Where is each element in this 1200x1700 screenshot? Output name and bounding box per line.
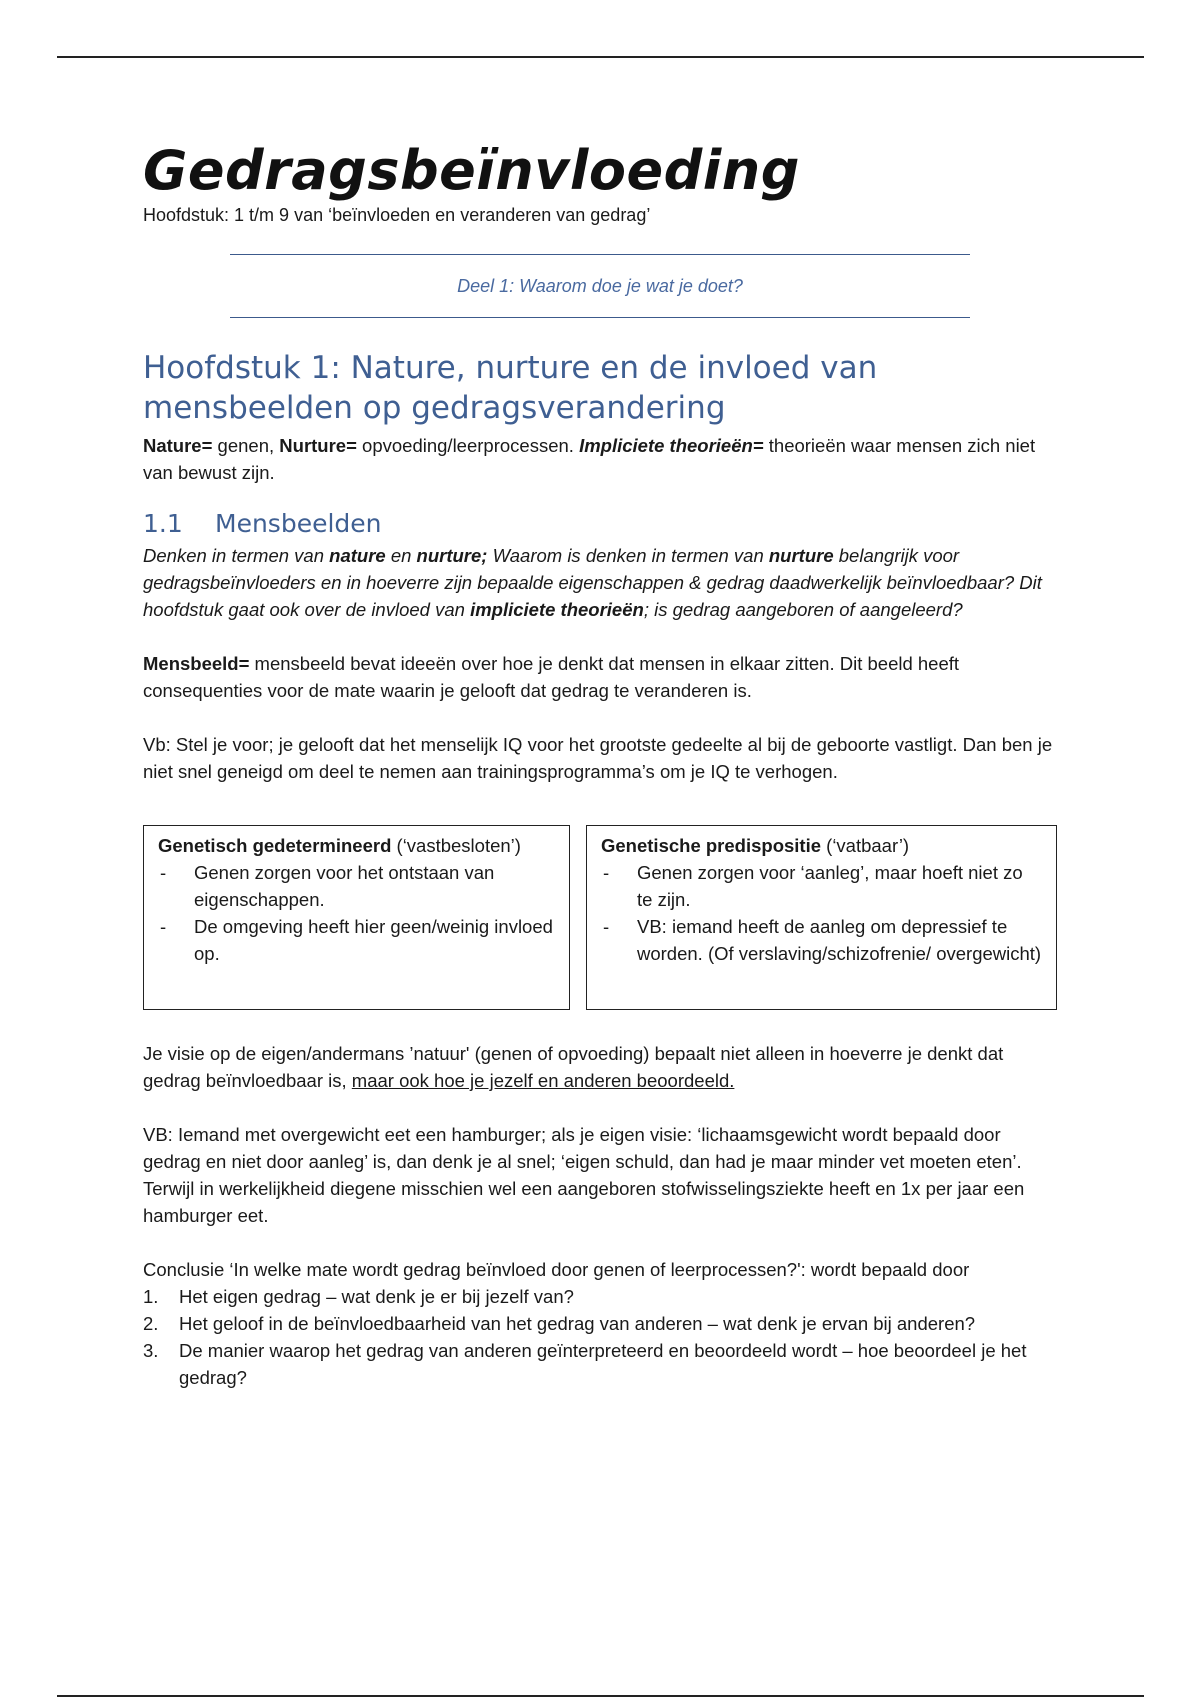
chapter-intro: Nature= genen, Nurture= opvoeding/leerprocessen. Impliciete theorieën= theorieën waar mensen zich niet van bewust zijn. bbox=[143, 435, 1036, 483]
section-number: 1.1 bbox=[143, 509, 183, 538]
list-item: - De omgeving heeft hier geen/weinig invloed op. bbox=[158, 913, 555, 967]
chapter-heading: Hoofdstuk 1: Nature, nurture en de invloed van mensbeelden op gedragsverandering bbox=[143, 350, 878, 426]
box-genetische-predispositie bbox=[586, 825, 1057, 1010]
section-title: Mensbeelden bbox=[215, 509, 382, 538]
intense-quote bbox=[230, 254, 970, 318]
visie-paragraph: Je visie op de eigen/andermans ’natuur' (genen of opvoeding) bepaalt niet alleen in hoeverre je denkt dat gedrag beïnvloedbaar is, maar ook hoe je jezelf en anderen beoordeeld. bbox=[143, 1043, 1004, 1091]
box-genetisch-gedetermineerd bbox=[143, 825, 570, 1010]
document-subtitle: Hoofdstuk: 1 t/m 9 van ‘beïnvloeden en veranderen van gedrag’ bbox=[143, 205, 651, 225]
box-title: Genetisch gedetermineerd (‘vastbesloten’) bbox=[158, 835, 521, 856]
list-item: 3. De manier waarop het gedrag van anderen geïnterpreteerd en beoordeeld wordt – hoe beoordeel je het gedrag? bbox=[143, 1340, 1027, 1388]
section-intro: Denken in termen van nature en nurture; Waarom is denken in termen van nurture belangrijk voor gedragsbeïnvloeders en in hoeverre zijn bepaalde eigenschappen & gedrag daadwerkelijk beïnvloedbaar? Dit hoofdstuk gaat ook over de invloed van impliciete theorieën; is gedrag aangeboren of aangeleerd? bbox=[143, 545, 1042, 620]
example-overgewicht: VB: Iemand met overgewicht eet een hamburger; als je eigen visie: ‘lichaamsgewicht wordt bepaald door gedrag en niet door aanleg’ is, dan denk je al snel; ‘eigen schuld, dan had je maar minder vet moeten eten’. Terwijl in werkelijkheid diegene misschien wel een aangeboren stofwisselingsziekte heeft en 1x per jaar een hamburger eet. bbox=[143, 1124, 1025, 1226]
list-item: - Genen zorgen voor ‘aanleg’, maar hoeft niet zo te zijn. bbox=[601, 859, 1042, 913]
document-body bbox=[143, 140, 1063, 1391]
list-item: 2. Het geloof in de beïnvloedbaarheid van het gedrag van anderen – wat denk je ervan bij anderen? bbox=[143, 1313, 976, 1334]
comparison-boxes bbox=[143, 825, 1063, 1010]
section-heading bbox=[143, 508, 1063, 540]
list-item: - Genen zorgen voor het ontstaan van eigenschappen. bbox=[158, 859, 555, 913]
example-iq: Vb: Stel je voor; je gelooft dat het menselijk IQ voor het grootste gedeelte al bij de geboorte vastligt. Dan ben je niet snel geneigd om deel te nemen aan trainingsprogramma’s om je IQ te verhogen. bbox=[143, 734, 1053, 782]
document-title: Gedragsbeïnvloeding bbox=[143, 139, 800, 202]
part-heading: Deel 1: Waarom doe je wat je doet? bbox=[457, 276, 743, 296]
list-item: - VB: iemand heeft de aanleg om depressief te worden. (Of verslaving/schizofrenie/ overgewicht) bbox=[601, 913, 1042, 967]
bottom-rule bbox=[57, 1695, 1144, 1697]
box-list bbox=[601, 859, 1042, 967]
box-list bbox=[158, 859, 555, 967]
conclusion: Conclusie ‘In welke mate wordt gedrag beïnvloed door genen of leerprocessen?': wordt bepaald door bbox=[143, 1259, 970, 1280]
top-rule bbox=[57, 56, 1144, 58]
conclusion-list bbox=[143, 1283, 1063, 1391]
box-title: Genetische predispositie (‘vatbaar’) bbox=[601, 835, 910, 856]
list-item: 1. Het eigen gedrag – wat denk je er bij jezelf van? bbox=[143, 1286, 574, 1307]
mensbeeld-definition: Mensbeeld= mensbeeld bevat ideeën over hoe je denkt dat mensen in elkaar zitten. Dit beeld heeft consequenties voor de mate waarin je gelooft dat gedrag te veranderen is. bbox=[143, 653, 960, 701]
